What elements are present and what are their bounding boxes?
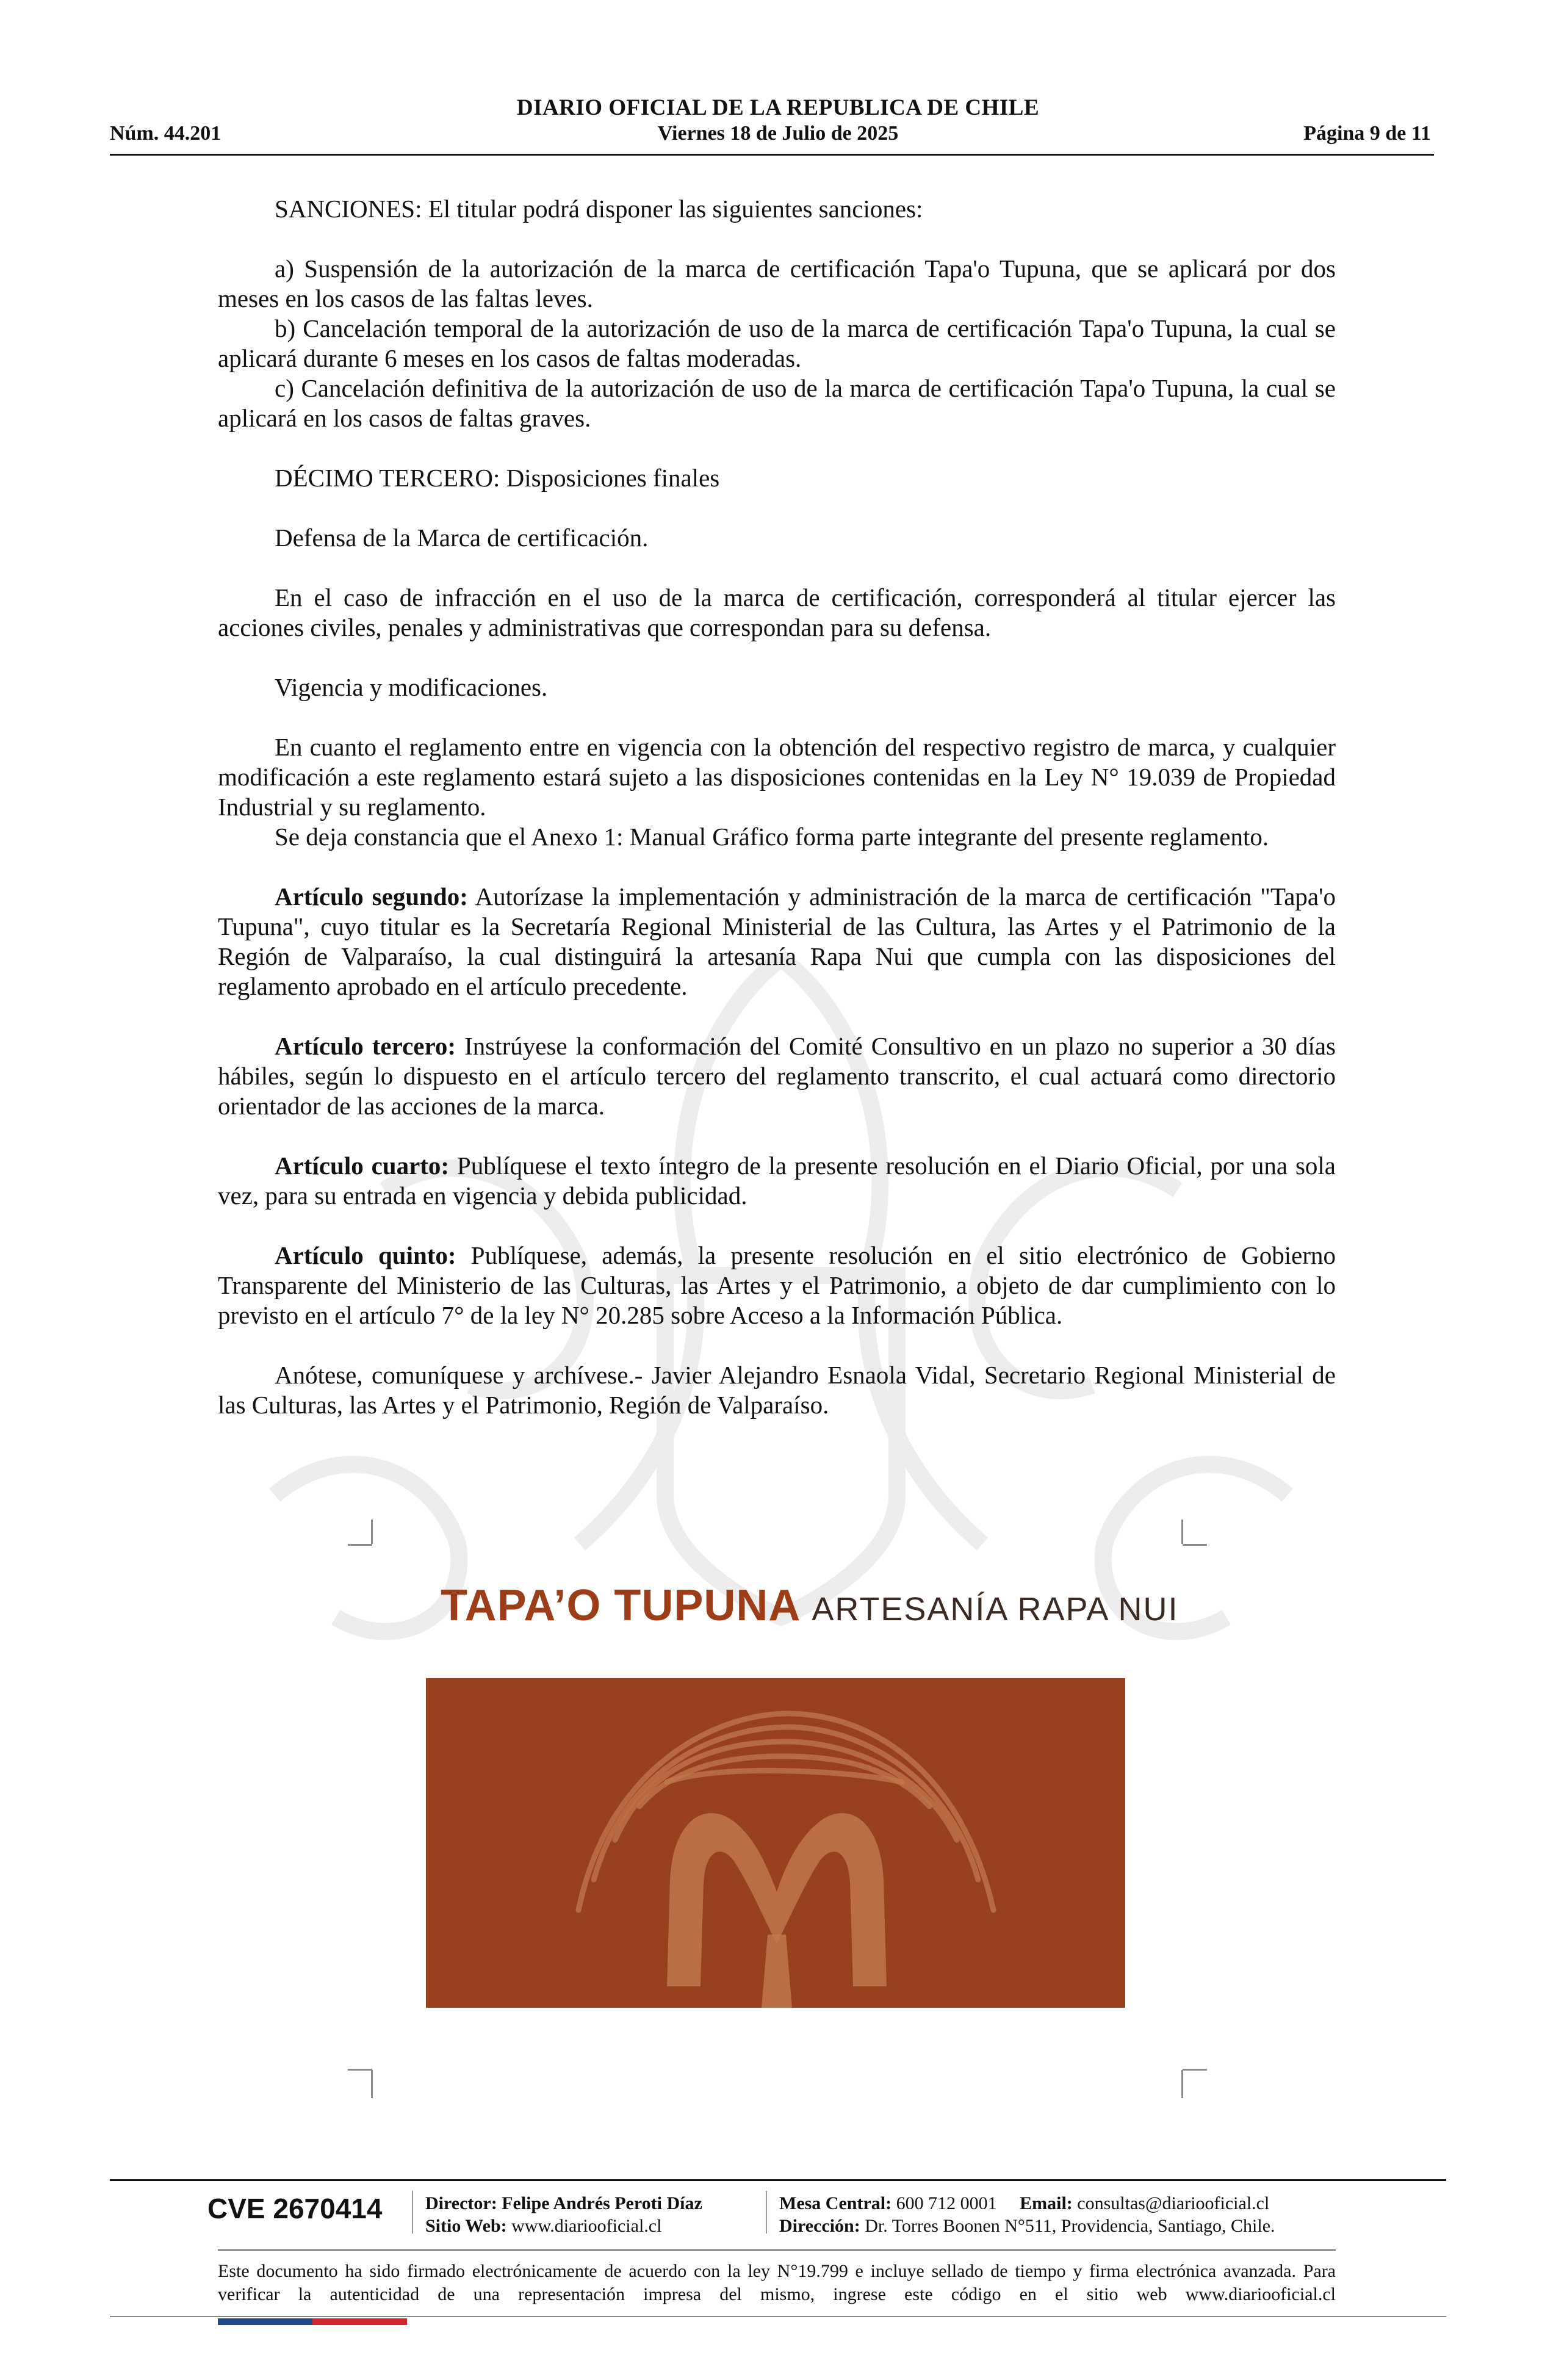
sanction-a: a) Suspensión de la autorización de la marca de certificación Tapa'o Tupuna, que se aplicará por dos meses en los casos de las faltas leves. xyxy=(218,254,1336,312)
article-label: Artículo tercero: xyxy=(275,1032,456,1060)
tapao-tupuna-symbol-icon xyxy=(426,1678,1125,2008)
footer-divider xyxy=(110,2179,1446,2181)
cve-code: CVE 2670414 xyxy=(207,2193,383,2224)
article-label: Artículo cuarto: xyxy=(275,1152,450,1180)
article-second xyxy=(218,882,1336,1001)
email-link[interactable]: consultas@diariooficial.cl xyxy=(1077,2193,1270,2213)
footer-director-info xyxy=(425,2192,702,2237)
sanction-b: b) Cancelación temporal de la autorización de uso de la marca de certificación Tapa'o Tupuna, la cual se aplicará durante 6 meses en los casos de faltas moderadas. xyxy=(218,314,1336,372)
crop-mark xyxy=(348,1544,372,1546)
footer-inner-divider xyxy=(218,2249,1336,2251)
issue-date: Viernes 18 de Julio de 2025 xyxy=(657,122,899,145)
article-text: Instrúyese la conformación del Comité Consultivo en un plazo no superior a 30 días hábiles, según lo dispuesto en el artículo tercero del reglamento transcrito, el cual actuará como directorio orientador de las acciones de la marca. xyxy=(218,1032,1336,1120)
gazette-title: DIARIO OFICIAL DE LA REPUBLICA DE CHILE xyxy=(516,95,1040,120)
brand-logo-heading xyxy=(441,1581,1179,1631)
article-fourth xyxy=(218,1151,1336,1211)
website-link[interactable]: www.diariooficial.cl xyxy=(511,2216,662,2236)
brand-name: TAPA’O TUPUNA xyxy=(441,1581,801,1630)
header-divider xyxy=(110,154,1434,156)
electronic-signature-notice: Este documento ha sido firmado electrónicamente de acuerdo con la ley N°19.799 e incluye sellado de tiempo y firma electrónica avanzada. Para verificar la autenticidad de una representación impresa del mismo, ingrese este código en el sitio web www.diariooficial.cl xyxy=(218,2261,1336,2304)
page-number: Página 9 de 11 xyxy=(1303,122,1431,145)
address-value: Dr. Torres Boonen N°511, Providencia, Santiago, Chile. xyxy=(865,2216,1275,2236)
subheading-defense: Defensa de la Marca de certificación. xyxy=(275,524,649,552)
paragraph-validity: En cuanto el reglamento entre en vigencia con la obtención del respectivo registro de marca, y cualquier modificación a este reglamento estará sujeto a las disposiciones contenidas en la Ley N° 19.039 de Propiedad Industrial y su reglamento. xyxy=(218,733,1336,821)
paragraph-defense: En el caso de infracción en el uso de la marca de certificación, corresponderá al titular ejercer las acciones civiles, penales y administrativas que correspondan para su defensa. xyxy=(218,583,1336,641)
flag-stripe-red xyxy=(312,2318,407,2325)
crop-mark xyxy=(1181,2070,1183,2098)
article-third xyxy=(218,1031,1336,1121)
sanctions-intro: SANCIONES: El titular podrá disponer las siguientes sanciones: xyxy=(275,195,923,223)
crop-mark xyxy=(1183,1544,1207,1546)
director-name: Felipe Andrés Peroti Díaz xyxy=(502,2193,702,2213)
section-heading-final-provisions: DÉCIMO TERCERO: Disposiciones finales xyxy=(275,464,720,492)
paragraph-annex: Se deja constancia que el Anexo 1: Manual Gráfico forma parte integrante del presente reglamento. xyxy=(275,823,1269,851)
article-fifth xyxy=(218,1241,1336,1330)
crop-mark xyxy=(348,2069,372,2071)
article-text: Publíquese el texto íntegro de la presente resolución en el Diario Oficial, por una sola vez, para su entrada en vigencia y debida publicidad. xyxy=(218,1152,1336,1210)
crop-mark xyxy=(1183,2069,1207,2071)
footer-bottom-divider xyxy=(110,2316,1446,2317)
crop-mark xyxy=(371,2070,373,2098)
issue-number: Núm. 44.201 xyxy=(110,122,222,145)
sanction-c: c) Cancelación definitiva de la autorización de uso de la marca de certificación Tapa'o Tupuna, la cual se aplicará en los casos de faltas graves. xyxy=(218,374,1336,432)
footer-separator xyxy=(412,2191,413,2234)
website-label: Sitio Web: xyxy=(425,2216,507,2236)
email-label: Email: xyxy=(1020,2193,1073,2213)
article-text: Autorízase la implementación y administración de la marca de certificación "Tapa'o Tupuna", cuyo titular es la Secretaría Regional Ministerial de las Cultura, las Artes y el Patrimonio de la Región de Valparaíso, la cual distinguirá la artesanía Rapa Nui que cumpla con las disposiciones del reglamento aprobado en el artículo precedente. xyxy=(218,882,1336,1000)
brand-subtitle: ARTESANÍA RAPA NUI xyxy=(812,1591,1179,1628)
closing-signature: Anótese, comuníquese y archívese.- Javier Alejandro Esnaola Vidal, Secretario Regional Ministerial de las Culturas, las Artes y el Patrimonio, Región de Valparaíso. xyxy=(218,1361,1336,1419)
phone-label: Mesa Central: xyxy=(779,2193,892,2213)
document-body xyxy=(218,194,1336,1420)
crop-mark xyxy=(371,1520,373,1544)
address-label: Dirección: xyxy=(779,2216,860,2236)
phone-value: 600 712 0001 xyxy=(896,2193,997,2213)
article-label: Artículo quinto: xyxy=(275,1241,456,1269)
brand-mark-graphic xyxy=(426,1678,1125,2008)
footer-separator xyxy=(766,2191,767,2234)
article-text: Publíquese, además, la presente resolución en el sitio electrónico de Gobierno Transparente del Ministerio de las Culturas, las Artes y el Patrimonio, a objeto de dar cumplimiento con lo previsto en el artículo 7° de la ley N° 20.285 sobre Acceso a la Información Pública. xyxy=(218,1241,1336,1329)
subheading-validity: Vigencia y modificaciones. xyxy=(275,673,548,701)
footer-contact-info xyxy=(779,2192,1275,2237)
crop-mark xyxy=(1181,1520,1183,1544)
flag-stripe-blue xyxy=(218,2318,312,2325)
article-label: Artículo segundo: xyxy=(275,882,468,911)
director-label: Director: xyxy=(425,2193,497,2213)
